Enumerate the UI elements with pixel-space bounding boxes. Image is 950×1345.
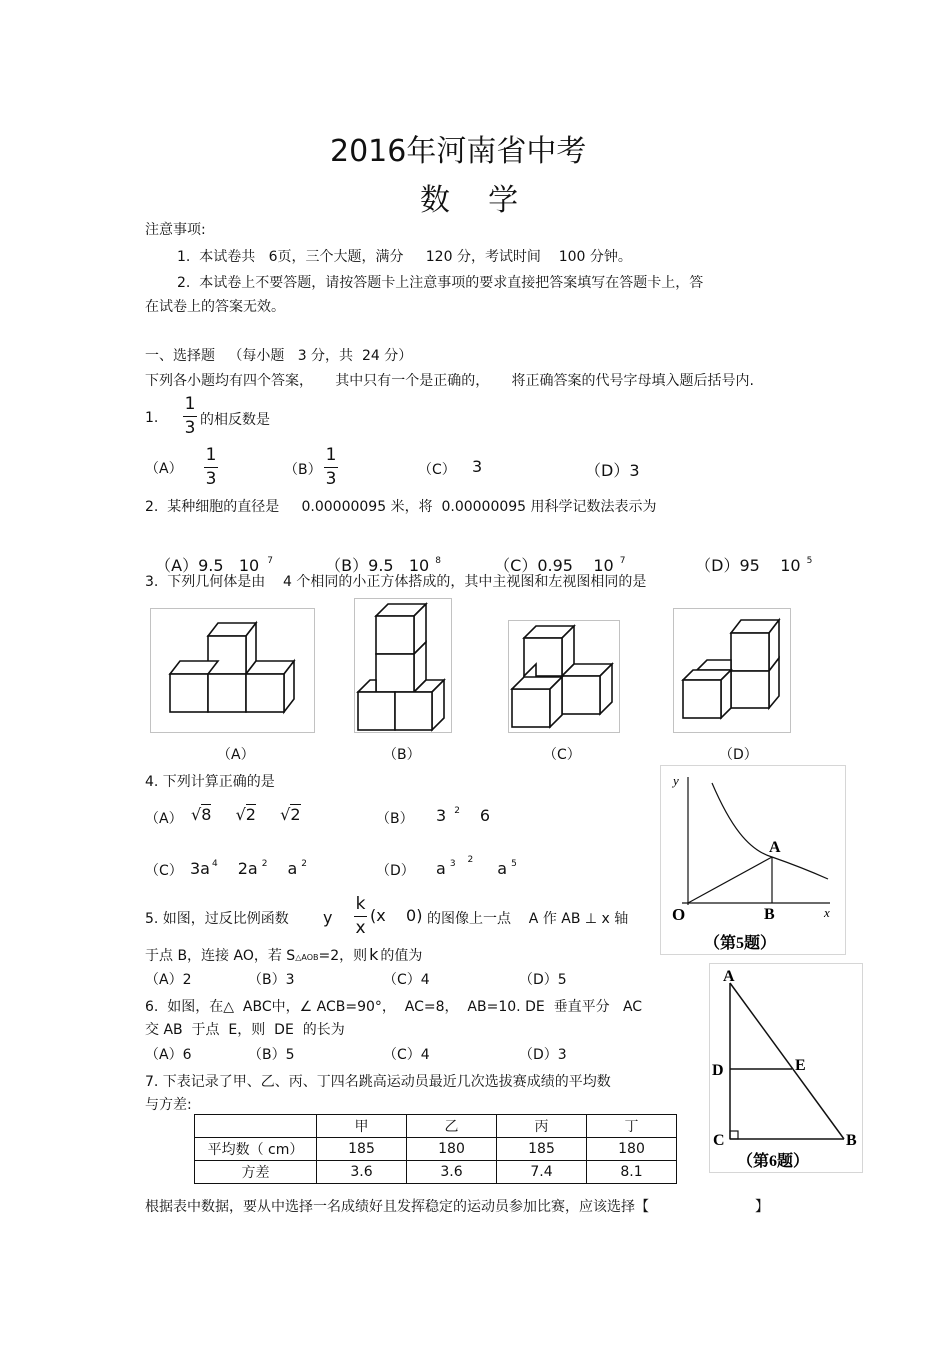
- q5-line2: [145, 945, 422, 965]
- sqrt-icon: √: [280, 805, 291, 824]
- q6-fig-caption: （第6题）: [737, 1153, 810, 1170]
- q2-d-base: 95 10: [739, 556, 801, 575]
- q3-figure-a: [150, 608, 315, 733]
- table-cell: 7.4: [497, 1161, 587, 1184]
- q5-fraction: [354, 896, 367, 937]
- q2-b-base: 9.5 10: [368, 556, 430, 575]
- q5-fig-y: y: [673, 773, 679, 788]
- q1-option-c-label: （C）: [418, 462, 456, 478]
- table-cell: 180: [587, 1138, 677, 1161]
- q1-a-den: 3: [205, 469, 217, 489]
- table-row: [195, 1161, 677, 1184]
- q4-d-e1: 3: [449, 858, 456, 869]
- q4-d-t1: a: [436, 859, 446, 878]
- q5-fig-a: A: [769, 839, 781, 856]
- q2-c-base: 0.95 10: [537, 556, 614, 575]
- q4-b-exp: 2: [454, 805, 460, 816]
- q4-b-base: 3: [436, 806, 447, 825]
- q1-fraction: [183, 396, 197, 437]
- q5-k: k: [355, 894, 366, 914]
- table-cell: 丁: [587, 1115, 677, 1138]
- q4-stem: 4. 下列计算正确的是: [145, 774, 275, 790]
- q4-option-a-label: （A）: [145, 811, 183, 827]
- section1-instruction: 下列各小题均有四个答案， 其中只有一个是正确的， 将正确答案的代号字母填入题后括号内.: [145, 373, 754, 389]
- q6-fig-e: E: [795, 1057, 806, 1074]
- table-cell: 185: [497, 1138, 587, 1161]
- q2-a-label: （A）: [155, 556, 199, 575]
- q1-frac-num: 1: [184, 394, 196, 414]
- subject-text: 数 学: [420, 183, 519, 218]
- q7-line2: 与方差:: [145, 1097, 192, 1113]
- q7-table: [194, 1114, 677, 1184]
- q2-d-exp: 5: [806, 555, 813, 566]
- q5-option-a: （A）2: [145, 972, 192, 988]
- table-cell: [195, 1115, 317, 1138]
- q5-fig-b: B: [764, 906, 775, 923]
- q4-d-t2: a: [497, 859, 508, 878]
- table-cell: 乙: [407, 1115, 497, 1138]
- q5-sub: △AOB: [295, 953, 319, 962]
- q4-option-c-label: （C）: [145, 863, 183, 879]
- q4-a-r2: 2: [245, 805, 256, 824]
- q6-line1: 6. 如图，在△ ABC中，∠ ACB=90°， AC=8， AB=10. DE 垂直平分 AC: [145, 999, 643, 1015]
- q1-option-a-label: （A）: [145, 461, 183, 477]
- q6-fig-c: C: [713, 1132, 725, 1149]
- q4-d-e3: 5: [511, 858, 517, 869]
- q6-line2: 交 AB 于点 E，则 DE 的长为: [145, 1022, 345, 1038]
- q7-tail: [145, 1196, 769, 1216]
- q1-stem: 的相反数是: [200, 412, 270, 428]
- q5-k2: k: [369, 945, 379, 964]
- q1-option-a-frac: [204, 447, 218, 488]
- q4-c-e1: 4: [211, 858, 218, 869]
- q3-figure-b: [354, 598, 452, 733]
- q7-tail-text: 根据表中数据，要从中选择一名成绩好且发挥稳定的运动员参加比赛，应该选择【: [145, 1199, 649, 1215]
- table-cell: 甲: [317, 1115, 407, 1138]
- q6-option-c: （C）4: [383, 1047, 430, 1063]
- q4-c-e2: 2: [261, 858, 268, 869]
- q4-option-d-expr: [436, 854, 517, 878]
- q3-stem: 3. 下列几何体是由 4 个相同的小正方体搭成的，其中主视图和左视图相同的是: [145, 574, 647, 590]
- q3-figure-d: [673, 608, 791, 733]
- table-cell: 方差: [195, 1161, 317, 1184]
- q4-c-t3: a: [287, 859, 298, 878]
- table-row: [195, 1138, 677, 1161]
- subject-title: [420, 175, 518, 219]
- q1-a-num: 1: [205, 445, 217, 465]
- q1-number: 1.: [145, 410, 159, 426]
- notice-heading: 注意事项:: [145, 222, 206, 238]
- q4-d-e2: 2: [467, 854, 474, 865]
- notice-item-2-cont: 在试卷上的答案无效。: [145, 299, 285, 315]
- q4-b-rhs: 6: [479, 806, 491, 825]
- notice-item-1: 1. 本试卷共 6页，三个大题，满分 120 分，考试时间 100 分钟。: [177, 249, 632, 265]
- q3-label-b: （B）: [383, 747, 421, 763]
- q2-c-label: （C）: [494, 556, 538, 575]
- q5-y: y: [323, 908, 333, 927]
- q3-label-a: （A）: [217, 747, 255, 763]
- q4-option-b-label: （B）: [376, 811, 414, 827]
- q4-option-d-label: （D）: [376, 863, 415, 879]
- table-cell: 3.6: [407, 1161, 497, 1184]
- q4-option-b-expr: [436, 806, 490, 825]
- q6-fig-b: B: [846, 1132, 857, 1149]
- notice-item-2: 2. 本试卷上不要答题，请按答题卡上注意事项的要求直接把答案填写在答题卡上，答: [177, 275, 704, 291]
- table-cell: 180: [407, 1138, 497, 1161]
- q6-fig-a: A: [723, 968, 735, 985]
- q2-option-c: [484, 534, 625, 576]
- table-cell: 丙: [497, 1115, 587, 1138]
- q6-fig-d: D: [712, 1062, 724, 1079]
- q2-c-exp: 7: [619, 555, 626, 566]
- q1-option-c-value: 3: [472, 457, 483, 476]
- q5-option-c: （C）4: [383, 972, 430, 988]
- q4-a-r3: 2: [290, 805, 301, 824]
- q4-c-t1: 3a: [190, 859, 210, 878]
- q6-option-a: （A）6: [145, 1047, 192, 1063]
- q5-cond: (x 0): [370, 906, 423, 925]
- q2-a-base: 9.5 10: [198, 556, 260, 575]
- q2-option-a: [145, 534, 273, 576]
- q6-option-d: （D）3: [519, 1047, 567, 1063]
- q5-line2b: =2，则: [318, 948, 368, 964]
- q5-fig-x: x: [824, 905, 830, 920]
- table-cell: 平均数（ cm）: [195, 1138, 317, 1161]
- q1-b-num: 1: [325, 445, 337, 465]
- table-cell: 185: [317, 1138, 407, 1161]
- q7-close-bracket: 】: [755, 1199, 769, 1215]
- q2-d-label: （D）: [695, 556, 740, 575]
- q5-line2c: 的值为: [380, 948, 423, 964]
- q1-option-d: （D）3: [585, 461, 640, 480]
- q5-line2a: 于点 B，连接 AO，若 S: [145, 948, 296, 964]
- q2-a-exp: 7: [267, 555, 273, 566]
- q1-option-b-frac: [324, 447, 338, 488]
- q6-option-b: （B）5: [248, 1047, 295, 1063]
- q5-option-b: （B）3: [248, 972, 295, 988]
- q1-b-den: 3: [325, 469, 337, 489]
- q1-frac-den: 3: [184, 418, 196, 438]
- sqrt-icon: √: [235, 805, 246, 824]
- q2-option-b: [315, 534, 441, 576]
- q5-fig-o: O: [672, 905, 686, 924]
- q5-option-d: （D）5: [519, 972, 567, 988]
- q6-figure: [709, 963, 863, 1173]
- q3-label-d: （D）: [719, 747, 758, 763]
- table-header-row: [195, 1115, 677, 1138]
- q5-post: 的图像上一点 A 作 AB ⊥ x 轴: [427, 911, 629, 927]
- q2-b-exp: 8: [435, 555, 441, 566]
- q2-option-d: [685, 534, 812, 576]
- q2-stem: 2. 某种细胞的直径是 0.00000095 米，将 0.00000095 用科学记数法表示为: [145, 499, 657, 515]
- table-cell: 8.1: [587, 1161, 677, 1184]
- q4-a-r1: 8: [201, 805, 212, 824]
- q3-label-c: （C）: [543, 747, 581, 763]
- table-cell: 3.6: [317, 1161, 407, 1184]
- section1-heading: 一、选择题 （每小题 3 分，共 24 分）: [145, 348, 413, 364]
- page-title: 2016年河南省中考: [330, 134, 587, 169]
- q1-option-b-label: （B）: [284, 462, 322, 478]
- q2-b-label: （B）: [325, 556, 369, 575]
- q5-figure: [660, 765, 846, 955]
- sqrt-icon: √: [191, 805, 202, 824]
- q4-c-t2: 2a: [237, 859, 258, 878]
- q5-pre: 5. 如图，过反比例函数: [145, 911, 289, 927]
- q4-option-a-expr: [191, 805, 301, 824]
- q5-fig-caption: （第5题）: [704, 935, 777, 952]
- q5-x: x: [355, 918, 366, 938]
- q4-option-c-expr: [190, 859, 307, 878]
- q4-c-e3: 2: [301, 858, 307, 869]
- q3-figure-c: [508, 620, 620, 733]
- q7-line1: 7. 下表记录了甲、乙、丙、丁四名跳高运动员最近几次选拔赛成绩的平均数: [145, 1074, 611, 1090]
